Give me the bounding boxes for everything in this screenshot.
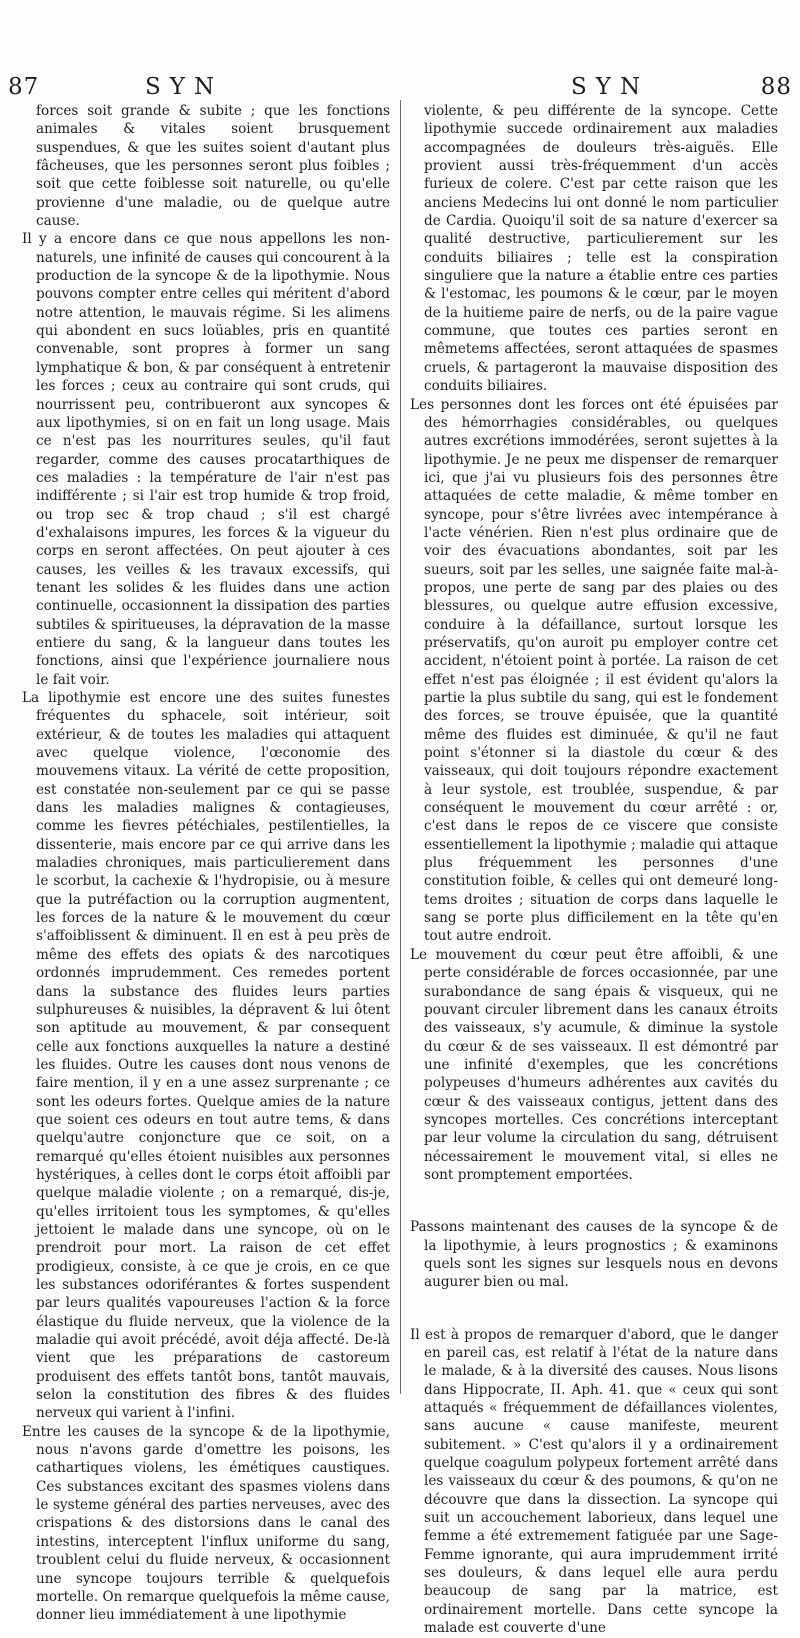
paragraph: forces soit grande & subite ; que les fonctions animales & vitales soient brusquement suspendues, & que les suites soient d'autant plus fâcheuses, que les personnes seront plus foibles ; soit que cette foiblesse soit naturelle, ou qu'elle provienne d'une maladie, ou de quelque autre cause. — [36, 103, 390, 230]
paragraph: Entre les causes de la syncope & de la lipothymie, nous n'avons garde d'omettre les poisons, les cathartiques violens, les émétiques caustiques. Ces substances excitant des spasmes violens dans le systeme général des parties nerveuses, avec des crispations & des distorsions dans le canal des intestins, interceptent l'influx uniforme du sang, troublent celui du fluide nerveux, & occasionnent une syncope toujours terrible & quelquefois mortelle. On remarque quelquefois la même cause, donner lieu immédiatement à une lipothymie — [22, 1423, 390, 1624]
right-page-number: 88 — [760, 74, 792, 100]
left-text-column — [22, 102, 390, 1624]
paragraph: Les personnes dont les forces ont été épuisées par des hémorrhagies considérables, ou quelques autres excrétions immodérées, seront sujettes à la lipothymie. Je ne peux me dispenser de remarquer ici, que j'ai vu plusieurs fois des personnes être attaquées de cette maladie, & même tomber en syncope, pour s'être livrées avec intempérance à l'acte vénérien. Rien n'est plus ordinaire que de voir des évacuations abondantes, soit par les sueurs, soit par les selles, une saignée faite mal-à-propos, une perte de sang par des plaies ou des blessures, ou quelque autre effusion excessive, conduire à la défaillance, surtout lorsque les préservatifs, qu'on auroit pu employer contre cet accident, n'étoient point à portée. La raison de cet effet n'est pas éloignée ; il est évident qu'alors la partie la plus subtile du sang, qui est le fondement des forces, se trouve épuisée, que la quantité même des fluides est diminuée, & qu'il ne faut point s'étonner si la diastole du cœur & des vaisseaux, qui doit toujours répondre exactement à leur systole, est troublée, suspendue, & par conséquent le mouvement du cœur arrêté : or, c'est dans le repos de ce viscere que consiste essentiellement la lipothymie ; maladie qui attaque plus fréquemment les personnes d'une constitution foible, & celles qui ont demeuré long-tems droites ; situation de corps dans laquelle le sang se porte plus difficilement en la tête qu'en tout autre endroit. — [410, 396, 778, 945]
left-running-head: SYN — [145, 74, 224, 100]
column-divider — [400, 100, 401, 1394]
paragraph: Le mouvement du cœur peut être affoibli, & une perte considérable de forces occasionnée, par une surabondance de sang épais & visqueux, qui ne pouvant circuler librement dans les canaux étroits des vaisseaux, s'y acumule, & diminue la systole du cœur & de ses vaisseaux. Il est démontré par une infinité d'exemples, que les concrétions polypeuses d'humeurs adhérentes aux cavités du cœur & des vaisseaux contigus, jettent dans des syncopes mortelles. Ces concrétions interceptant par leur volume la circulation du sang, détruisent nécessairement le mouvement vital, si elles ne sont promptement emportées. — [410, 946, 778, 1183]
paragraph: violente, & peu différente de la syncope. Cette lipothymie succede ordinairement aux maladies accompagnées de douleurs très-aiguës. Elle provient aussi très-fréquemment d'un accès furieux de colere. C'est par cette raison que les anciens Medecins lui ont donné le nom particulier de Cardia. Quoiqu'il soit de sa nature d'exercer sa qualité destructive, particulierement sur les conduits biliaires ; telle est la conspiration singuliere que la nature a établie entre ces parties & l'estomac, les poumons & le cœur, par le moyen de la huitieme paire de nerfs, ou de la paire vague commune, que toutes ces parties seront en mêmetems affectées, seront attaquées de spasmes cruels, & partageront la mauvaise disposition des conduits biliaires. — [424, 103, 778, 395]
right-running-head: SYN — [571, 74, 650, 100]
paragraph: Il y a encore dans ce que nous appellons les non-naturels, une infinité de causes qui concourent à la production de la syncope & de la lipothymie. Nous pouvons compter entre celles qui méritent d'abord notre attention, le mauvais régime. Si les alimens qui abondent en sucs loüables, pris en quantité convenable, sont propres à former un sang lymphatique & bon, & par conséquent à entretenir les forces ; ceux au contraire qui sont cruds, qui nourrissent peu, contribueront aux syncopes & aux lipothymies, si on en fait un long usage. Mais ce n'est pas les nourritures seules, qu'il faut regarder, comme des causes procatarthiques de ces maladies : la température de l'air n'est pas indifférente ; si l'air est trop humide & trop froid, ou trop sec & trop chaud ; s'il est chargé d'exhalaisons impures, les forces & la vigueur du corps en seront affectées. On peut ajouter à ces causes, les veilles & les travaux excessifs, qui tenant les solides & les fluides dans une action continuelle, occasionnent la dissipation des parties subtiles & spiritueuses, la dépravation de la masse entiere du sang, & la langueur dans toutes les fonctions, ainsi que l'expérience journaliere nous le fait voir. — [22, 231, 390, 688]
right-text-column — [410, 102, 778, 1637]
paragraph: La lipothymie est encore une des suites funestes fréquentes du sphacele, soit intérieur, soit extérieur, & de toutes les maladies qui attaquent avec quelque violence, l'œconomie des mouvemens vitaux. La vérité de cette proposition, est constatée non-seulement par ce qui se passe dans les maladies malignes & contagieuses, comme les fievres pétéchiales, pestilentielles, la dissenterie, mais encore par ce qui arrive dans les maladies chroniques, mais particulierement dans le scorbut, la cachexie & l'hydropisie, ou à mesure que la putréfaction ou la corruption augmentent, les forces de la nature & le mouvement du cœur s'affoiblissent & diminuent. Il en est à peu près de même des effets des opiats & des narcotiques ordonnés imprudemment. Ces remedes portent dans la substance des fluides leurs parties sulphureuses & nuisibles, la dépravent & lui ôtent son aptitude au mouvement, & par consequent celle aux fonctions auxquelles la nature a destiné les fluides. Outre les causes dont nous venons de faire mention, il y en a une assez surprenante ; ce sont les odeurs fortes. Quelque amies de la nature que soient ces odeurs en tout autre tems, & dans quelqu'autre conjoncture que ce soit, on a remarqué qu'elles étoient nuisibles aux personnes hystériques, à celles dont le corps étoit affoibli par quelque maladie violente ; on a remarqué, dis-je, qu'elles irritoient tous les symptomes, & qu'elles jettoient le malade dans une syncope, où on le prendroit pour mort. La raison de cet effet prodigieux, consiste, à ce que je crois, en ce que les substances odoriférantes & fortes suspendent par leurs qualités vapoureuses l'action & la force élastique du fluide nerveux, que la violence de la maladie qui avoit précédé, avoit déja affecté. De-là vient que les préparations de castoreum produisent des effets tantôt bons, tantôt mauvais, selon la constitution des fibres & des fluides nerveux qui varient à l'infini. — [22, 690, 390, 1422]
paragraph: Il est à propos de remarquer d'abord, que le danger en pareil cas, est relatif à l'état de la nature dans le malade, & à la diversité des causes. Nous lisons dans Hippocrate, II. Aph. 41. que « ceux qui sont attaqués « fréquemment de défaillances violentes, sans aucune « cause manifeste, meurent subitement. » C'est qu'alors il y a ordinairement quelque coagulum polypeux fortement arrêté dans les vaisseaux du cœur & des poumons, & qu'on ne découvre que dans la dissection. La syncope qui suit un accouchement laborieux, dans lequel une femme a été extremement fatiguée par une Sage-Femme ignorante, qui aura imprudemment irrité ses douleurs, & dans lequel elle aura perdu beaucoup de sang par la matrice, est ordinairement mortelle. Dans cette syncope la malade est couverte d'une — [410, 1326, 778, 1637]
left-page-number: 87 — [8, 74, 40, 100]
paragraph: Passons maintenant des causes de la syncope & de la lipothymie, à leurs prognostics ; & examinons quels sont les signes sur lesquels nous en devons augurer bien ou mal. — [410, 1219, 778, 1291]
